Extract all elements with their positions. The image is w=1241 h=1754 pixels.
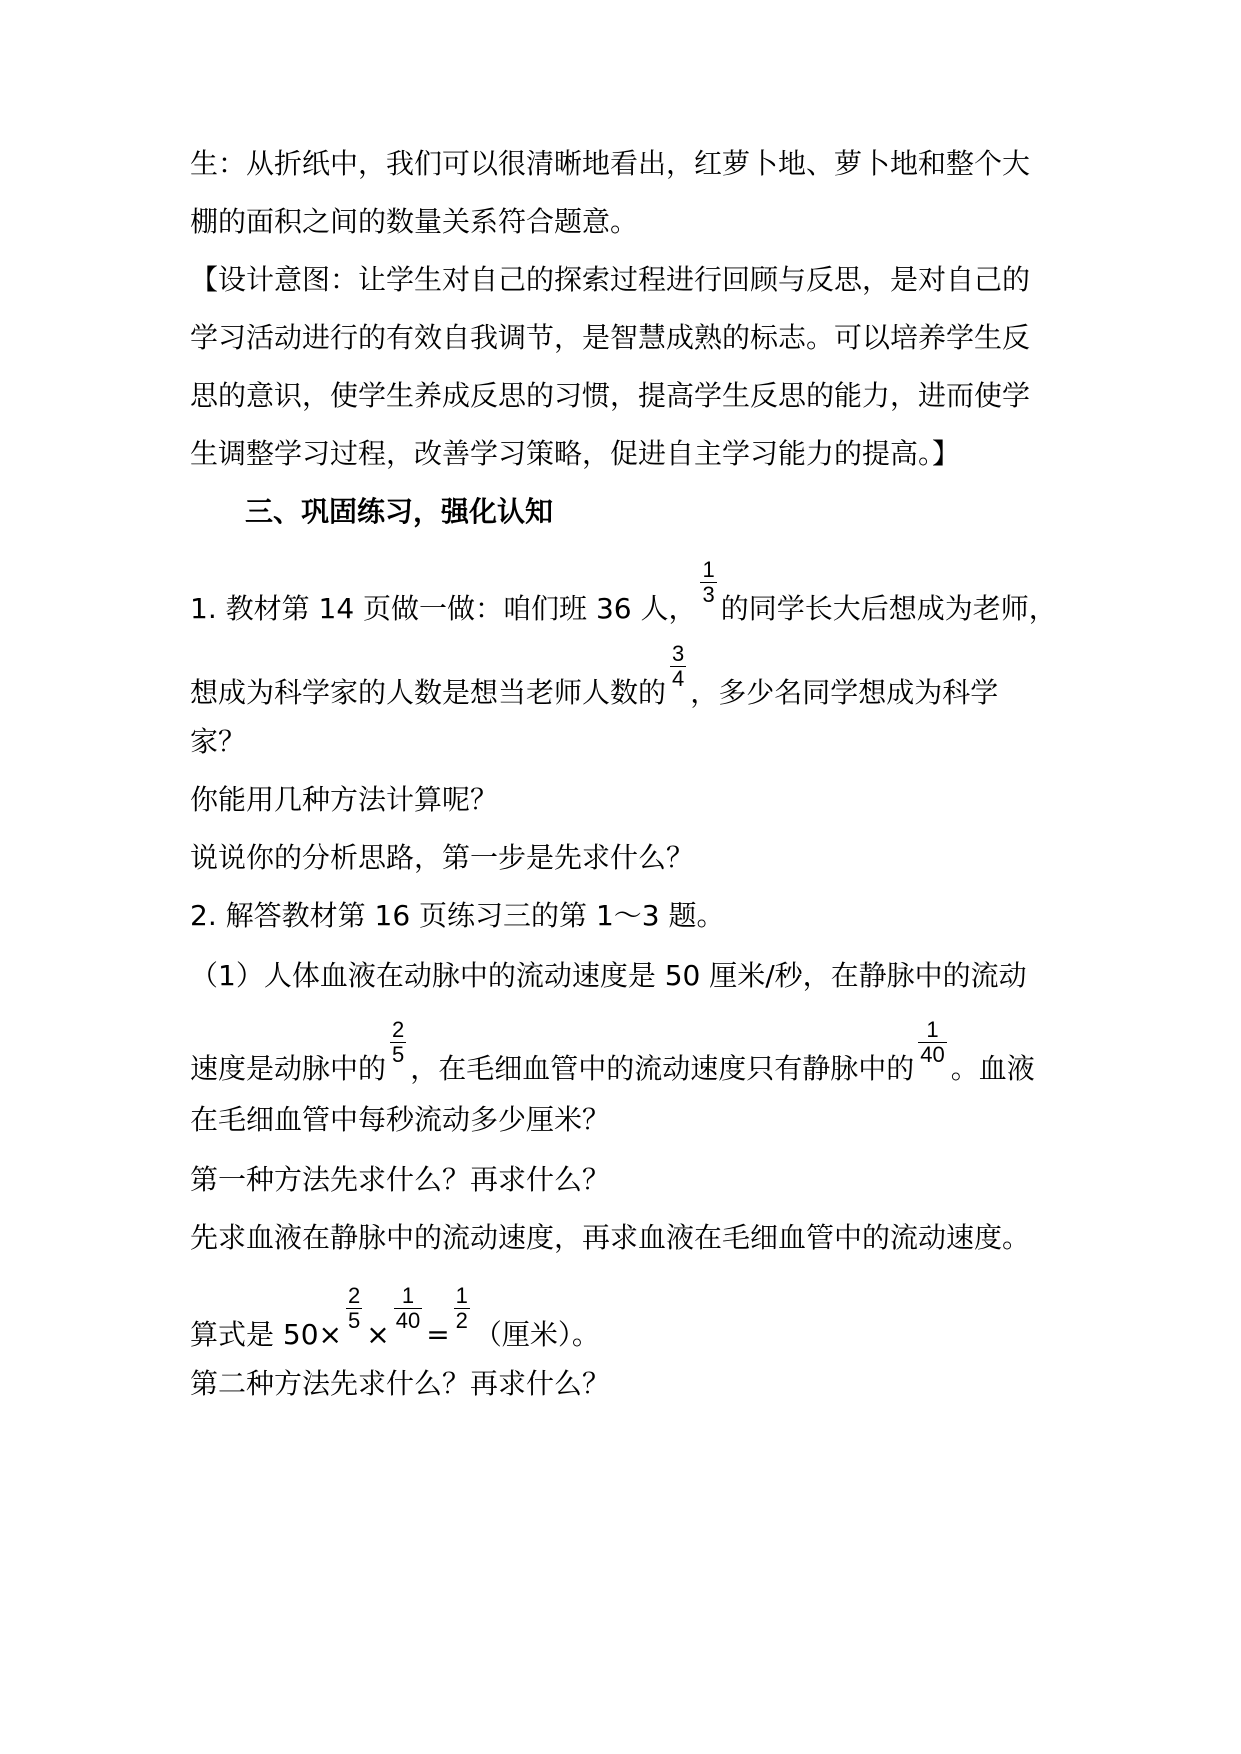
fraction-denominator: 40 [395,1308,421,1333]
equals-sign: = [426,1318,450,1351]
text-span: 想成为科学家的人数是想当老师人数的 [190,676,667,709]
paragraph-line: 生：从折纸中，我们可以很清晰地看出，红萝卜地、萝卜地和整个大 [190,147,1031,180]
method-answer: 先求血液在静脉中的流动速度，再求血液在毛细血管中的流动速度。 [190,1221,1031,1254]
fraction-numerator: 2 [348,1283,361,1308]
text-span: 1. 教材第 14 页做一做：咱们班 36 人， [190,592,697,625]
fraction-denominator: 3 [702,582,715,607]
text-span: （厘米）。 [473,1318,600,1351]
fraction-one-third [700,558,716,607]
fraction-numerator: 2 [392,1017,405,1042]
design-intent-line: 思的意识，使学生养成反思的习惯，提高学生反思的能力，进而使学 [190,379,1031,412]
design-intent-line: 生调整学习过程，改善学习策略，促进自主学习能力的提高。】 [190,437,961,470]
fraction-numerator: 1 [394,1284,422,1309]
exercise-1-line: 家？ [190,725,247,758]
paragraph-line: 棚的面积之间的数量关系符合题意。 [190,205,639,238]
question-line: 你能用几种方法计算呢？ [190,783,499,816]
text-span: ，在毛细血管中的流动速度只有静脉中的 [410,1052,915,1085]
problem-1-line [190,1017,1070,1089]
question-line: 说说你的分析思路，第一步是先求什么？ [190,841,695,874]
fraction-denominator: 5 [348,1308,361,1333]
method-question: 第一种方法先求什么？再求什么？ [190,1163,611,1196]
fraction-one-fortieth [394,1284,422,1333]
exercise-2-line: 2. 解答教材第 16 页练习三的第 1～3 题。 [190,899,725,932]
text-span: 的同学长大后想成为老师， [720,592,1057,625]
design-intent-line: 学习活动进行的有效自我调节，是智慧成熟的标志。可以培养学生反 [190,321,1031,354]
method-question: 第二种方法先求什么？再求什么？ [190,1367,611,1400]
fraction-denominator: 40 [920,1042,945,1067]
fraction-denominator: 5 [392,1042,405,1067]
fraction-numerator: 1 [702,557,715,582]
fraction-numerator: 1 [455,1283,468,1308]
exercise-1-line [190,557,1070,629]
fraction-one-half [454,1284,470,1333]
exercise-1-line [190,641,1070,713]
section-heading: 三、巩固练习，强化认知 [245,495,554,528]
fraction-numerator: 3 [672,641,685,666]
fraction-denominator: 4 [672,666,685,691]
equation-line [190,1283,1070,1355]
problem-1-line: 在毛细血管中每秒流动多少厘米？ [190,1103,611,1136]
fraction-denominator: 2 [455,1308,468,1333]
fraction-three-quarters [670,642,686,691]
fraction-numerator: 1 [918,1018,946,1043]
problem-1-line: （1）人体血液在动脉中的流动速度是 50 厘米/秒，在静脉中的流动 [190,959,1027,992]
design-intent-line: 【设计意图：让学生对自己的探索过程进行回顾与反思，是对自己的 [190,263,1031,296]
text-span: 。血液 [950,1052,1035,1085]
text-span: 算式是 50× [190,1318,342,1351]
text-span: ，多少名同学想成为科学 [690,676,999,709]
text-span: 速度是动脉中的 [190,1052,387,1085]
fraction-one-fortieth [918,1018,946,1067]
times-sign: × [366,1318,390,1351]
fraction-two-fifths [390,1018,406,1067]
fraction-two-fifths [346,1284,362,1333]
